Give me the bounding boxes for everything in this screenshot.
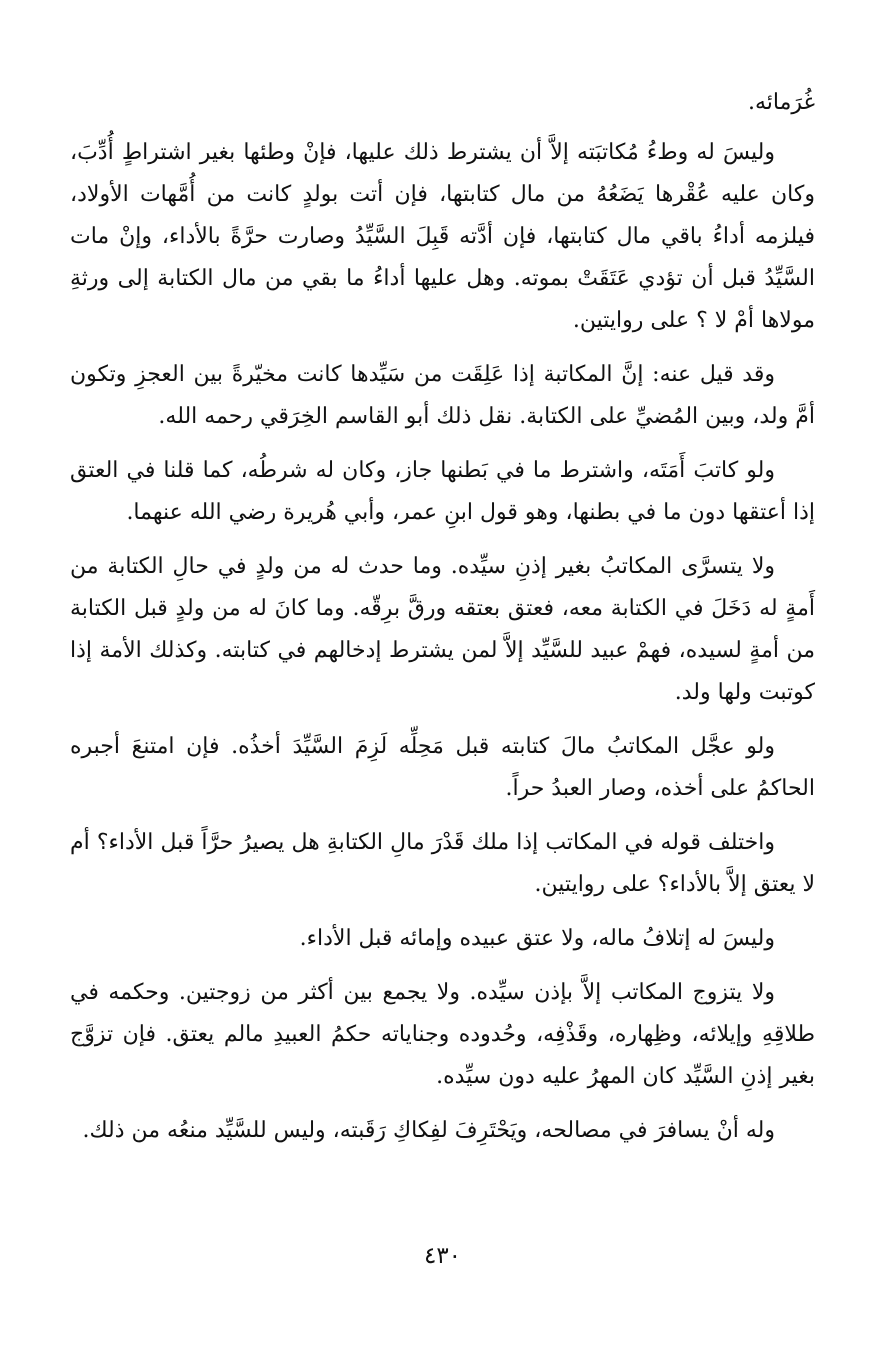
paragraph-ikhtilaf: واختلف قوله في المكاتب إذا ملك قَدْرَ مالِ الكتابةِ هل يصيرُ حرَّاً قبل الأداء؟ أم لا يعتق إلاَّ بالأداء؟ على روايتين.	[70, 830, 815, 897]
paragraph-tasarri: ولا يتسرَّى المكاتبُ بغير إذنِ سيِّده. وما حدث له من ولدٍ في حالِ الكتابة من أَمةٍ له دَخَلَ في الكتابة معه، فعتق بعتقه ورقَّ برِقّه. وما كانَ له من ولدٍ قبل الكتابة من أمةٍ لسيده، فهمْ عبيد للسَّيِّد إلاَّ لمن يشترط إدخالهم في كتابته. وكذلك الأمة إذا كوتبت ولها ولد.	[70, 554, 815, 705]
paragraph-itlaf: وليسَ له إتلافُ ماله، ولا عتق عبيده وإمائه قبل الأداء.	[299, 926, 775, 951]
paragraph-mukataba-aliqat: وقد قيل عنه: إنَّ المكاتبة إذا عَلِقَت من سَيِّدها كانت مخيّرةً بين العجزِ وتكون أمَّ ولد، وبين المُضيِّ على الكتابة. نقل ذلك أبو القاسم الخِرَقي رحمه الله.	[70, 362, 815, 429]
paragraph-safar: وله أنْ يسافرَ في مصالحه، ويَحْتَرِفَ لفِكاكِ رَقَبته، وليس للسَّيِّد منعُه من ذلك.	[82, 1118, 775, 1143]
paragraph-kataba-amatahu: ولو كاتبَ أَمَتَه، واشترط ما في بَطنها جاز، وكان له شرطُه، كما قلنا في العتق إذا أعتقها دون ما في بطنها، وهو قول ابنِ عمر، وأبي هُريرة رضي الله عنهما.	[70, 458, 815, 525]
paragraph-mukataba-wat: وليسَ له وطءُ مُكاتبَته إلاَّ أن يشترط ذلك عليها، فإنْ وطئها بغير اشتراطٍ أُدِّبَ، وكان عليه عُقْرها يَضَعُهُ من مال كتابتها، فإن أتت بولدٍ كانت من أُمَّهات الأولاد، فيلزمه أداءُ باقي مال كتابتها، فإن أدَّته قَبِلَ السَّيِّدُ وصارت حرَّةً بالأداء، وإنْ مات السَّيِّدُ قبل أن تؤدي عَتَقَتْ بموته. وهل عليها أداءُ ما بقي من مال الكتابة إلى ورثةِ مولاها أمْ لا ؟ على روايتين.	[70, 140, 815, 333]
paragraph-tazawwuj: ولا يتزوج المكاتب إلاَّ بإذن سيِّده. ولا يجمع بين أكثر من زوجتين. وحكمه في طلاقِهِ وإيلائه، وظِهاره، وقَذْفِه، وحُدوده وجناياته حكمُ العبيدِ مالم يعتق. فإن تزوَّج بغير إذنِ السَّيِّد كان المهرُ عليه دون سيِّده.	[70, 980, 816, 1089]
page-number: ٤٣٠	[423, 1243, 462, 1269]
page-body	[70, 82, 815, 1164]
paragraph-continuation: غُرَمائه.	[747, 90, 815, 115]
paragraph-tajil: ولو عجَّل المكاتبُ مالَ كتابته قبل مَحِلِّه لَزِمَ السَّيِّدَ أخذُه. فإن امتنعَ أجبره الحاكمُ على أخذه، وصار العبدُ حراً.	[70, 734, 815, 801]
